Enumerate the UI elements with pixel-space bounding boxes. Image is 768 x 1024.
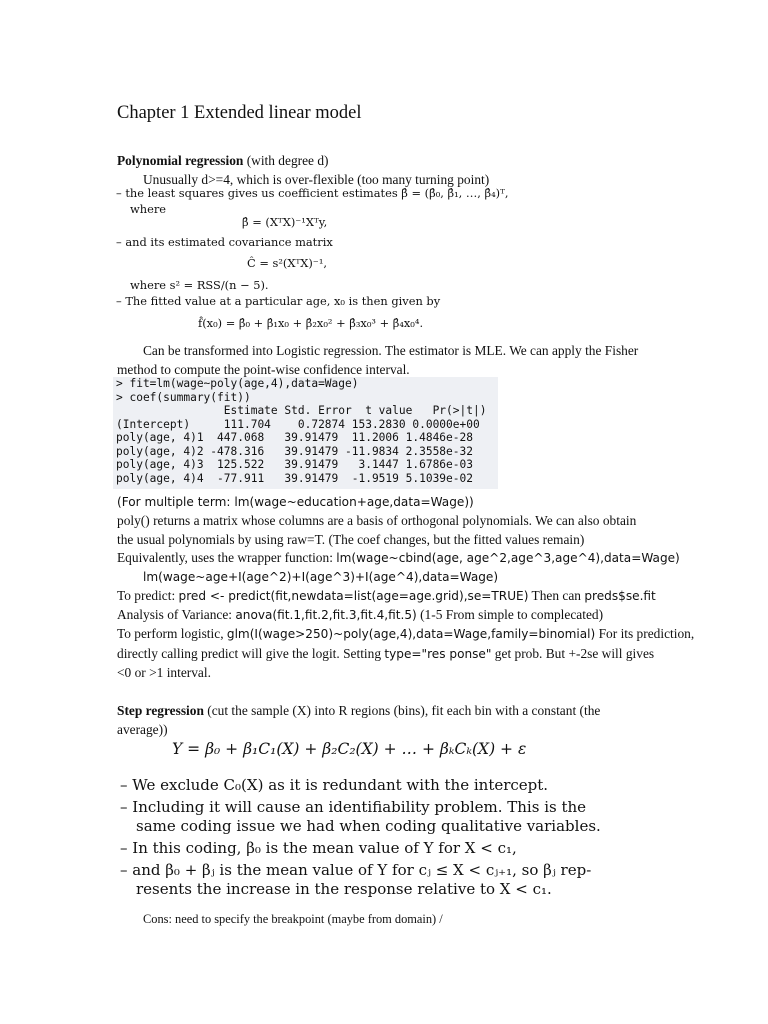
logistic-text-2: get prob. But +-2se will gives: [491, 646, 655, 661]
logistic-line-2: [117, 645, 654, 663]
step-bullet-2b: same coding issue we had when coding qualitative variables.: [136, 817, 601, 835]
snip-bullet-3: – The fitted value at a particular age, x₀ is then given by: [116, 294, 441, 308]
step-formula-snippet: [112, 740, 601, 898]
step-bullet-3: – In this coding, β₀ is the mean value of Y for X < c₁,: [120, 839, 517, 857]
step-heading-line-2: average)): [117, 722, 168, 737]
poly-formula-snippet: [114, 186, 509, 338]
snip-formula-beta: β̂ = (XᵀX)⁻¹Xᵀy,: [242, 215, 328, 229]
step-heading-line: [117, 702, 600, 720]
predict-then: Then can: [528, 588, 585, 603]
step-bullet-1: – We exclude C₀(X) as it is redundant with the intercept.: [120, 776, 549, 794]
equiv-code-2: lm(wage~age+I(age^2)+I(age^3)+I(age^4),data=Wage): [143, 570, 499, 584]
poly-line1: Unusually d>=4, which is over-flexible (too many turning point): [143, 172, 490, 187]
code-line-1: > fit=lm(wage~poly(age,4),data=Wage): [116, 377, 359, 390]
step-heading-rest: (cut the sample (X) into R regions (bins), fit each bin with a constant (the: [203, 703, 601, 718]
step-bullet-4a: – and β₀ + βⱼ is the mean value of Y for cⱼ ≤ X < cⱼ₊₁, so βⱼ rep-: [120, 861, 592, 879]
equiv-line: [117, 549, 680, 567]
logistic-label: To perform logistic,: [117, 626, 227, 641]
equiv-text: Equivalently, uses the wrapper function:: [117, 550, 337, 565]
multi-term-note: (For multiple term: lm(wage~education+age,data=Wage)): [117, 495, 474, 509]
code-line-4: (Intercept) 111.704 0.72874 153.2830 0.0000e+00: [116, 417, 480, 431]
snip-formula-fitted: f̂(x₀) = β̂₀ + β̂₁x₀ + β̂₂x₀² + β̂₃x₀³ + β̂₄x₀⁴.: [198, 316, 424, 330]
chapter-title: Chapter 1 Extended linear model: [117, 103, 362, 123]
step-cons: Cons: need to specify the breakpoint (maybe from domain) /: [143, 912, 443, 926]
para-logistic-1: Can be transformed into Logistic regression. The estimator is MLE. We can apply the Fisher: [143, 343, 639, 358]
code-line-8: poly(age, 4)4 -77.911 39.91479 -1.9519 5.1039e-02: [116, 471, 473, 485]
poly-heading: Polynomial regression: [117, 153, 244, 168]
snip-formula-cov: Ĉ = s²(XᵀX)⁻¹,: [247, 256, 328, 270]
para-logistic-2: method to compute the point-wise confidence interval.: [117, 362, 410, 377]
step-bullet-2a: – Including it will cause an identifiability problem. This is the: [120, 798, 587, 816]
logistic-code: glm(I(wage>250)~poly(age,4),data=Wage,family=binomial): [226, 627, 596, 641]
logistic-text: directly calling predict will give the logit. Setting: [117, 646, 385, 661]
snip-bullet-1: – the least squares gives us coefficient estimates β̂ = (β̂₀, β̂₁, …, β̂₄)ᵀ,: [116, 186, 509, 200]
anova-note: (1-5 From simple to complecated): [416, 607, 604, 622]
logistic-line-3: <0 or >1 interval.: [117, 665, 211, 680]
code-line-3: Estimate Std. Error t value Pr(>|t|): [116, 404, 487, 417]
code-line-7: poly(age, 4)3 125.522 39.91479 3.1447 1.6786e-03: [116, 458, 473, 471]
snip-where-s2: where s² = RSS/(n − 5).: [130, 278, 269, 292]
code-line-2: > coef(summary(fit)): [116, 390, 251, 404]
equiv-code: lm(wage~cbind(age, age^2,age^3,age^4),data=Wage): [336, 551, 680, 565]
poly-fn-line-1: poly() returns a matrix whose columns are a basis of orthogonal polynomials. We can also obtain: [117, 513, 637, 528]
predict-se-code: preds$se.fit: [584, 589, 656, 603]
predict-code: pred <- predict(fit,newdata=list(age=age.grid),se=TRUE): [178, 589, 529, 603]
snip-where: where: [130, 202, 167, 216]
anova-label: Analysis of Variance:: [117, 607, 236, 622]
snip-bullet-2: – and its estimated covariance matrix: [116, 235, 333, 249]
step-bullet-4b: resents the increase in the response relative to X < c₁.: [136, 880, 552, 898]
predict-line: [117, 587, 656, 605]
anova-code: anova(fit.1,fit.2,fit.3,fit.4,fit.5): [235, 608, 417, 622]
step-equation: Y = β₀ + β₁C₁(X) + β₂C₂(X) + … + βₖCₖ(X) + ε: [172, 740, 527, 758]
logistic-line-1: [117, 625, 694, 643]
step-heading: Step regression: [117, 703, 204, 718]
predict-label: To predict:: [117, 588, 179, 603]
poly-heading-line: [117, 152, 329, 170]
anova-line: [117, 606, 603, 624]
poly-heading-rest: (with degree d): [243, 153, 329, 168]
code-line-5: poly(age, 4)1 447.068 39.91479 11.2006 1.4846e-28: [116, 431, 473, 444]
poly-fn-line-2: the usual polynomials by using raw=T. (The coef changes, but the fitted values remain): [117, 532, 585, 547]
logistic-type-code: type="res ponse": [384, 647, 492, 661]
r-code-output: [113, 377, 498, 489]
code-line-6: poly(age, 4)2 -478.316 39.91479 -11.9834 2.3558e-32: [116, 444, 473, 458]
logistic-tail: For its prediction,: [595, 626, 695, 641]
